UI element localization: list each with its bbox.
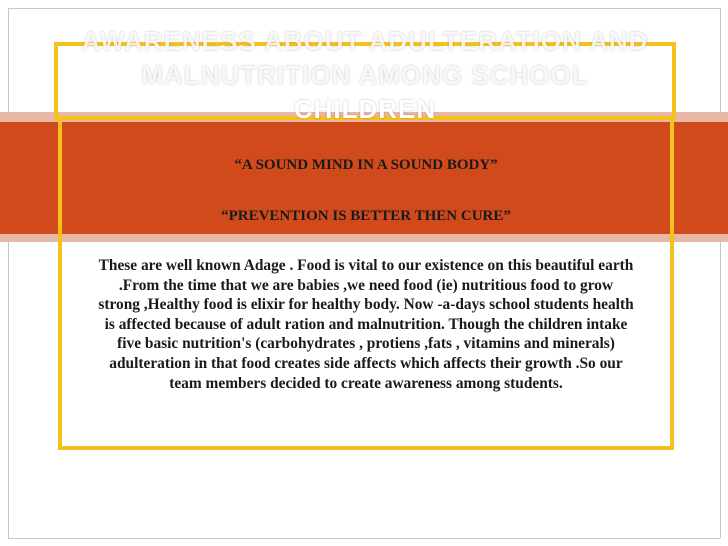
paragraph-line: team members decided to create awareness among students. bbox=[169, 374, 563, 392]
outer-frame-right bbox=[720, 8, 721, 538]
title-line-1: AWARENESS ABOUT ADULTERATION AND bbox=[81, 26, 649, 56]
quote-sound-mind: “A SOUND MIND IN A SOUND BODY” bbox=[234, 157, 498, 173]
paragraph-line: .From the time that we are babies ,we need food (ie) nutritious food to grow bbox=[118, 276, 614, 294]
paragraph-line: is affected because of adult ration and malnutrition. Though the children intake bbox=[104, 315, 628, 333]
slide-title bbox=[80, 24, 650, 126]
paragraph-line: These are well known Adage . Food is vital to our existence on this beautiful earth bbox=[98, 257, 634, 274]
quote-prevention: “PREVENTION IS BETTER THEN CURE” bbox=[221, 208, 511, 224]
outer-frame-top bbox=[8, 8, 720, 9]
outer-frame-left bbox=[8, 8, 9, 538]
paragraph-line: adulteration in that food creates side affects which affects their growth .So our bbox=[109, 354, 623, 372]
paragraph-line: strong ,Healthy food is elixir for healthy body. Now -a-days school students health bbox=[98, 296, 634, 314]
title-line-3: CHILDREN bbox=[293, 94, 437, 124]
outer-frame-bottom bbox=[8, 538, 720, 539]
paragraph-line: five basic nutrition's (carbohydrates , protiens ,fats , vitamins and minerals) bbox=[117, 335, 615, 353]
body-paragraph bbox=[64, 256, 668, 393]
title-line-2: MALNUTRITION AMONG SCHOOL bbox=[141, 60, 589, 90]
